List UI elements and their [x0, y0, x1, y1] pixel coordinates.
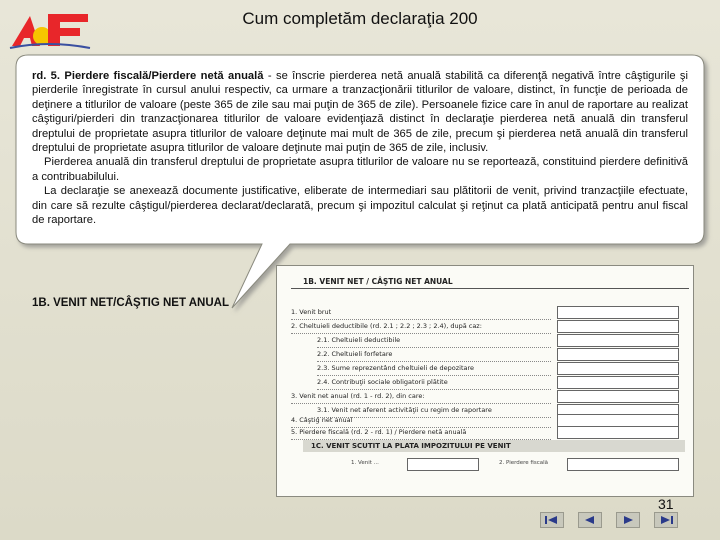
form-excerpt — [276, 265, 694, 497]
nav-next-button[interactable] — [616, 512, 640, 528]
form-row: 2. Cheltuieli deductibile (rd. 2.1 ; 2.2 ; 2.3 ; 2.4), după caz: — [291, 320, 551, 334]
form-box — [557, 334, 679, 347]
callout-text — [32, 69, 688, 227]
form-box — [557, 376, 679, 389]
form-box — [557, 362, 679, 375]
section-label: 1B. VENIT NET/CÂŞTIG NET ANUAL — [32, 297, 229, 309]
form-row: 3.1. Venit net aferent activităţii cu regim de raportare — [317, 404, 551, 418]
form-row: 5. Pierdere fiscală (rd. 2 - rd. 1) / Pierdere netă anuală — [291, 426, 551, 440]
nav-prev-button[interactable] — [578, 512, 602, 528]
nav-first-button[interactable] — [540, 512, 564, 528]
form-row: 4. Câştig net anual — [291, 414, 551, 428]
form-row: 1. Venit brut — [291, 306, 551, 320]
form-box — [407, 458, 479, 471]
form-header-2: 1C. VENIT SCUTIT LA PLATA IMPOZITULUI PE VENIT — [303, 440, 685, 452]
form-box — [557, 390, 679, 403]
form-sub-a: 1. Venit ... — [351, 460, 379, 466]
callout-paragraph-3: La declaraţie se anexează documente justificative, eliberate de intermediari sau plătitorii de venit, privind tranzacţiile efectuate, din care să rezulte câştigul/pierderea declarat/declarată, precum şi impozitul calculat şi reţinut ca plată anticipată pentru anul fiscal de raportare. — [32, 185, 688, 227]
form-box — [557, 320, 679, 333]
form-header: 1B. VENIT NET / CÂŞTIG NET ANUAL — [291, 275, 689, 289]
form-box — [557, 306, 679, 319]
page-number: 31 — [658, 496, 674, 512]
callout-paragraph-1: - se înscrie pierderea netă anuală stabilită ca diferenţă negativă între câştigurile şi pierderile înregistrate în cursul anului respectiv, ca urmare a tranzacţionării titlurilor de valoare, distinct, în funcţie de perioada de deţinere a titlurilor de valoare (peste 365 de zile sau mai puţin de 365 de zile). Persoanele fizice care în anul de raportare au realizat câştiguri/pierderi din tranzacţionarea titlurilor de valoare evidenţiază distinct în declaraţie pierderea netă anuală din transferul dreptului de proprietate asupra titlurilor de valoare deţinute mai mult de 365 de zile, precum şi pierderea netă anuală din transferul dreptului de proprietate asupra titlurilor de valoare deţinute mai puţin de 365 de zile, inclusiv. — [32, 70, 689, 155]
prev-icon — [579, 513, 601, 527]
callout-paragraph-2: Pierderea anuală din transferul dreptului de proprietate asupra titlurilor de valoare nu se reportează, constituind pierdere definitivă a contribuabilului. — [32, 156, 688, 183]
form-box — [567, 458, 679, 471]
form-row: 3. Venit net anual (rd. 1 - rd. 2), din care: — [291, 390, 551, 404]
last-icon — [655, 513, 677, 527]
first-icon — [541, 513, 563, 527]
next-icon — [617, 513, 639, 527]
form-row: 2.1. Cheltuieli deductibile — [317, 334, 551, 348]
slide-title: Cum completăm declaraţia 200 — [242, 9, 478, 28]
form-box — [557, 426, 679, 439]
form-row: 2.2. Cheltuieli forfetare — [317, 348, 551, 362]
form-row: 2.4. Contribuţii sociale obligatorii plătite — [317, 376, 551, 390]
form-row: 2.3. Sume reprezentând cheltuieli de depozitare — [317, 362, 551, 376]
callout-lead: rd. 5. Pierdere fiscală/Pierdere netă anuală — [32, 70, 264, 82]
form-sub-b: 2. Pierdere fiscală — [499, 460, 549, 466]
form-box — [557, 348, 679, 361]
nav-last-button[interactable] — [654, 512, 678, 528]
